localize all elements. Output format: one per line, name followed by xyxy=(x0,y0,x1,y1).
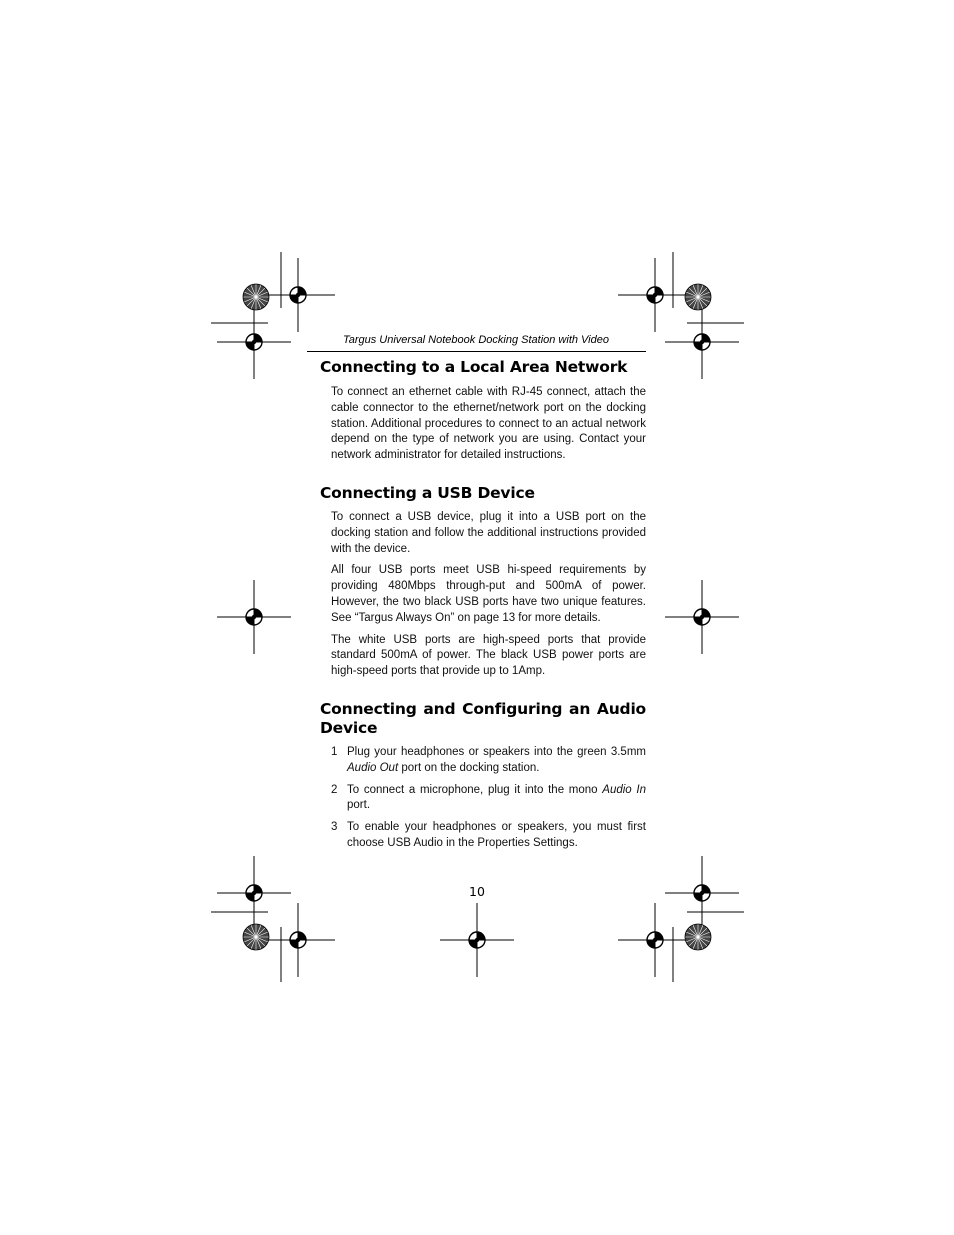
registration-mark xyxy=(665,305,739,379)
section-title-usb: Connecting a USB Device xyxy=(320,483,535,502)
registration-mark xyxy=(261,903,335,977)
step-text: Plug your headphones or speakers into the green 3.5mm xyxy=(347,745,646,758)
audio-steps-list xyxy=(331,745,646,852)
header-rule xyxy=(307,351,646,352)
running-head: Targus Universal Notebook Docking Station with Video xyxy=(343,334,609,346)
step-number: 1 xyxy=(331,745,338,758)
page-content xyxy=(320,357,646,858)
step-emphasis: Audio Out xyxy=(347,761,399,774)
step-text: port on the docking station. xyxy=(398,761,540,774)
color-target xyxy=(243,284,269,310)
list-item xyxy=(331,820,646,852)
step-text: port. xyxy=(347,799,371,812)
list-item xyxy=(331,745,646,777)
step-text: To connect a microphone, plug it into the mono xyxy=(347,783,603,796)
step-number: 3 xyxy=(331,821,338,834)
registration-mark xyxy=(217,856,291,930)
color-target xyxy=(243,924,269,950)
list-item xyxy=(331,783,646,815)
registration-mark xyxy=(217,305,291,379)
registration-mark xyxy=(618,258,692,332)
color-target xyxy=(685,284,711,310)
step-number: 2 xyxy=(331,783,338,796)
registration-mark xyxy=(665,580,739,654)
section-body-lan xyxy=(331,385,646,464)
paragraph: To connect a USB device, plug it into a USB port on the docking station and follow the additional instructions provided with the device. xyxy=(331,510,646,555)
step-text: To enable your headphones or speakers, you must first choose USB Audio in the Properties Settings. xyxy=(347,821,646,849)
registration-mark xyxy=(618,903,692,977)
registration-mark xyxy=(665,856,739,930)
paragraph: All four USB ports meet USB hi-speed requirements by providing 480Mbps through-put and 500mA of power. However, the two black USB ports have two unique features. See “Targus Always On” on page 13 for more details. xyxy=(331,564,646,624)
section-title-audio: Connecting and Configuring an Audio Device xyxy=(320,699,646,737)
page-number: 10 xyxy=(469,884,485,899)
color-target xyxy=(685,924,711,950)
registration-mark xyxy=(217,580,291,654)
section-title-lan: Connecting to a Local Area Network xyxy=(320,358,628,376)
registration-mark xyxy=(261,258,335,332)
section-body-usb xyxy=(331,510,646,680)
paragraph: The white USB ports are high-speed ports that provide standard 500mA of power. The black USB power ports are high-speed ports that provide up to 1Amp. xyxy=(331,633,646,678)
registration-mark xyxy=(440,903,514,977)
paragraph: To connect an ethernet cable with RJ-45 connect, attach the cable connector to the ethernet/network port on the docking station. Additional procedures to connect to an actual network depend on the type of network you are using. Contact your network administrator for detailed instructions. xyxy=(331,386,646,462)
step-emphasis: Audio In xyxy=(602,783,646,796)
